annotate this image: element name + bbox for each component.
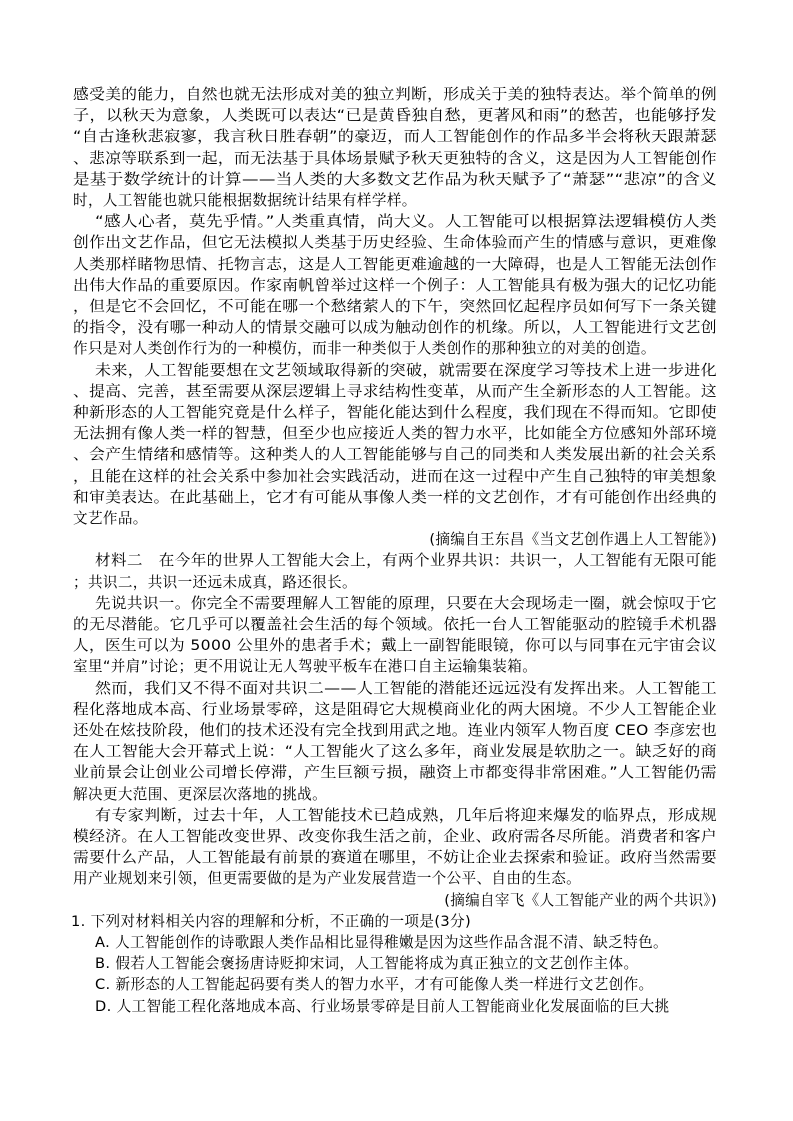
paragraph-line: 还处在炫技阶段，他们的技术还没有完全找到用武之地。连业内领军人物百度 CEO 李彦宏也 — [73, 722, 718, 739]
paragraph-line: 人类那样睹物思情、托物言志，这是人工智能更难逾越的一大障碍，也是人工智能无法创作 — [73, 255, 717, 273]
option-text: 人工智能创作的诗歌跟人类作品相比显得稚嫩是因为这些作品含混不清、缺乏特色。 — [110, 934, 668, 951]
paragraph-line: 时，人工智能也就只能根据数据统计结果有样学样。 — [73, 192, 417, 209]
paragraph-line: 程化落地成本高、行业场景零碎，这是阻碍它大规模商业化的两大困境。不少人工智能企业 — [73, 700, 717, 718]
paragraph-line: 感受美的能力，自然也就无法形成对美的独立判断，形成关于美的独特表达。举个简单的例 — [73, 86, 717, 103]
paragraph-line: “自古逢秋悲寂寥，我言秋日胜春朝”的豪迈，而人工智能创作的作品多半会将秋天跟萧瑟 — [73, 128, 717, 146]
paragraph-line: 、会产生情绪和感情等。这种类人的人工智能能够与自己的同类和人类发展出新的社会关系 — [73, 446, 717, 464]
option-text: 人工智能工程化落地成本高、行业场景零碎是目前人工智能商业化发展面临的巨大挑 — [111, 997, 670, 1015]
option-letter: C. — [95, 976, 111, 994]
paragraph-line: 人，医生可以为 5000 公里外的患者手术；戴上一副智能眼镜，你可以与同事在元宇宙会议 — [73, 637, 717, 655]
option-a — [95, 933, 668, 953]
option-c — [95, 975, 654, 995]
paragraph-line: 业前景会让创业公司增长停滞，产生巨额亏损，融资上市都变得非常困难。”人工智能仍需 — [73, 764, 717, 782]
paragraph-line: 模经济。在人工智能改变世界、改变你我生活之前，企业、政府需各尽所能。消费者和客户 — [73, 828, 717, 845]
paragraph-line: 创作出文艺作品，但它无法模拟人类基于历史经验、生命体验而产生的情感与意识，更难像 — [73, 234, 717, 252]
paragraph-line: 种新形态的人工智能究竟是什么样子，智能化能达到什么程度，我们现在不得而知。它即使 — [73, 404, 717, 421]
paragraph-line: 需要什么产品，人工智能最有前景的赛道在哪里，不妨让企业去探索和验证。政府当然需要 — [73, 849, 717, 867]
paragraph-line: 的指令，没有哪一种动人的情景交融可以成为触动创作的机缘。所以，人工智能进行文艺创 — [73, 319, 717, 337]
paragraph-line: 无法拥有像人类一样的智慧，但至少也应接近人类的智力水平，比如能全方位感知外部环境 — [73, 425, 717, 443]
source-citation: (摘编自王东昌《当文艺创作遇上人工智能》) — [429, 531, 717, 549]
paragraph-line: 、提高、完善，甚至需要从深层逻辑上寻求结构性变革，从而产生全新形态的人工智能。这 — [73, 382, 717, 400]
option-b — [95, 954, 638, 974]
paragraph-line: 在人工智能大会开幕式上说：“人工智能火了这么多年，商业发展是软肋之一。缺乏好的商 — [73, 743, 718, 761]
paragraph-line: 是基于数学统计的计算——当人类的大多数文艺作品为秋天赋予了“萧瑟”“悲凉”的含义 — [73, 170, 718, 188]
paragraph-line: 然而，我们又不得不面对共识二——人工智能的潜能还远远没有发挥出来。人工智能工 — [95, 679, 717, 697]
paragraph-line: ，且能在这样的社会关系中参加社会实践活动，进而在这一过程中产生自己独特的审美想象 — [73, 467, 717, 485]
option-text: 假若人工智能会褒扬唐诗贬抑宋词，人工智能将成为真正独立的文艺创作主体。 — [110, 955, 639, 973]
paragraph-line: 有专家判断，过去十年，人工智能技术已趋成熟，几年后将迎来爆发的临界点，形成规 — [95, 806, 717, 824]
source-citation: (摘编自宰飞《人工智能产业的两个共识》) — [444, 891, 717, 909]
paragraph-line: 出伟大作品的重要原因。作家南帆曾举过这样一个例子：人工智能具有极为强大的记忆功能 — [73, 276, 717, 294]
paragraph-line: 先说共识一。你完全不需要理解人工智能的原理，只要在大会现场走一圈，就会惊叹于它 — [95, 594, 717, 612]
paragraph-line: 材料二 在今年的世界人工智能大会上，有两个业界共识：共识一，人工智能有无限可能 — [95, 552, 717, 570]
paragraph-line: 文艺作品。 — [73, 510, 148, 527]
paragraph-line: 用产业规划来引领，但更需要做的是为产业发展营造一个公平、自由的生态。 — [73, 870, 582, 888]
paragraph-line: ；共识二，共识一还远未成真，路还很长。 — [73, 573, 357, 591]
paragraph-line: 解决更大范围、更深层次落地的挑战。 — [73, 785, 328, 803]
paragraph-line: 作只是对人类创作行为的一种模仿，而非一种类似于人类创作的那种独立的对美的创造。 — [73, 340, 656, 358]
option-letter: D. — [95, 997, 112, 1015]
question-stem: 1. 下列对材料相关内容的理解和分析，不正确的一项是(3分) — [71, 912, 471, 930]
paragraph-line: 室里“并肩”讨论；更不用说让无人驾驶平板车在港口自主运输集装箱。 — [73, 658, 538, 676]
option-letter: A. — [95, 934, 111, 951]
paragraph-line: 的无尽潜能。它几乎可以覆盖社会生活的每个领域。依托一台人工智能驱动的腔镜手术机器 — [73, 616, 717, 633]
paragraph-line: “感人心者，莫先乎情。”人类重真情，尚大义。人工智能可以根据算法逻辑模仿人类 — [95, 213, 718, 231]
paragraph-line: ，但是它不会回忆，不可能在哪一个愁绪萦人的下午，突然回忆起程序员如何写下一条关键 — [73, 298, 717, 315]
option-text: 新形态的人工智能起码要有类人的智力水平，才有可能像人类一样进行文艺创作。 — [110, 976, 654, 994]
paragraph-line: 未来，人工智能要想在文艺领域取得新的突破，就需要在深度学习等技术上进一步进化 — [95, 361, 717, 379]
option-d — [95, 997, 670, 1017]
option-letter: B. — [95, 955, 111, 973]
paragraph-line: 、悲凉等联系到一起，而无法基于具体场景赋予秋天更独特的含义，这是因为人工智能创作 — [73, 149, 717, 167]
paragraph-line: 子，以秋天为意象，人类既可以表达“已是黄昏独自愁，更著风和雨”的愁苦，也能够抒发 — [73, 107, 717, 125]
paragraph-line: 和审美表达。在此基础上，它才有可能从事像人类一样的文艺创作，才有可能创作出经典的 — [73, 488, 717, 506]
